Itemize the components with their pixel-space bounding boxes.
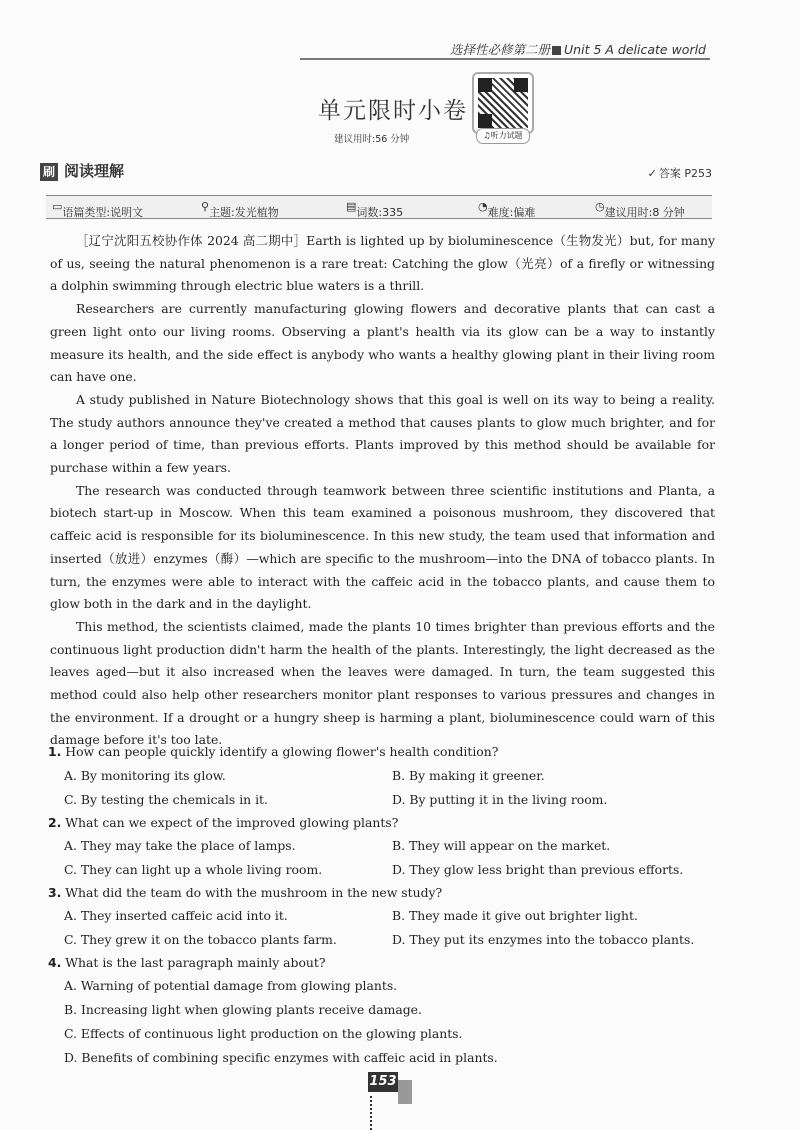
option[interactable]: D. They glow less bright than previous efforts. xyxy=(392,862,684,877)
option[interactable]: A. They inserted caffeic acid into it. xyxy=(64,908,288,923)
time-label: ◷ 建议用时:8 分钟 xyxy=(595,200,685,219)
paragraph-1: ［辽宁沈阳五校协作体 2024 高二期中］Earth is lighted up by bioluminescence（生物发光）but, for many of us, seeing the natural phenomenon is a rare treat: Catching the glow（光亮）of a firefly or witnessing a dolphin swimming through electric blue waters is a thrill. xyxy=(50,233,715,294)
option[interactable]: C. They can light up a whole living room. xyxy=(64,862,323,877)
option[interactable]: B. They made it give out brighter light. xyxy=(392,908,638,923)
check-icon: ✓ xyxy=(647,167,657,180)
header-right: Unit 5 A delicate world xyxy=(564,42,706,57)
header-text xyxy=(450,40,706,58)
option[interactable]: A. They may take the place of lamps. xyxy=(64,838,296,853)
paragraph-3: A study published in Nature Biotechnology shows that this goal is well on its way to being a reality. The study authors announce they've created a method that causes plants to glow much brighter, and for a longer period of time, than previous efforts. Plants improved by this method should be available for purchase within a few years. xyxy=(50,391,715,476)
section-badge: 刷 xyxy=(40,163,58,181)
option[interactable]: A. By monitoring its glow. xyxy=(64,768,226,783)
option[interactable]: D. They put its enzymes into the tobacco plants. xyxy=(392,932,695,947)
header-left: 选择性必修第二册 xyxy=(450,42,551,57)
qr-label-text: 听力试题 xyxy=(490,131,523,140)
dotted-line xyxy=(370,1096,374,1130)
question-4: 4. What is the last paragraph mainly about? xyxy=(48,955,326,970)
page-title: 单元限时小卷 xyxy=(318,98,468,124)
option[interactable]: D. Benefits of combining specific enzymes with caffeic acid in plants. xyxy=(64,1050,498,1065)
square-icon xyxy=(552,46,561,55)
headphone-icon: ♫ xyxy=(483,131,491,140)
page-number-decoration xyxy=(398,1080,412,1104)
qr-label xyxy=(476,128,530,144)
option[interactable]: C. Effects of continuous light production on the glowing plants. xyxy=(64,1026,463,1041)
question-2: 2. What can we expect of the improved glowing plants? xyxy=(48,815,399,830)
option[interactable]: C. They grew it on the tobacco plants farm. xyxy=(64,932,337,947)
section-title: 阅读理解 xyxy=(64,162,125,180)
option[interactable]: B. Increasing light when glowing plants receive damage. xyxy=(64,1002,422,1017)
section-heading xyxy=(40,160,124,181)
option[interactable]: D. By putting it in the living room. xyxy=(392,792,608,807)
qr-code-icon[interactable] xyxy=(472,72,534,134)
question-1: 1. How can people quickly identify a glowing flower's health condition? xyxy=(48,744,499,759)
reading-passage xyxy=(50,230,715,752)
option[interactable]: B. By making it greener. xyxy=(392,768,545,783)
genre-label: ▭ 语篇类型:说明文 xyxy=(52,200,144,219)
option[interactable]: C. By testing the chemicals in it. xyxy=(64,792,268,807)
paragraph-4: The research was conducted through teamwork between three scientific institutions and Planta, a biotech start-up in Moscow. When this team examined a poisonous mushroom, they discovered that caffeic acid is responsible for its bioluminescence. In this new study, the team used that information and inserted（放进）enzymes（酶）—which are specific to the mushroom—into the DNA of tobacco plants. In turn, the enzymes were able to interact with the caffeic acid in the tobacco plants, and cause them to glow both in the dark and in the daylight. xyxy=(50,482,715,612)
paragraph-2: Researchers are currently manufacturing glowing flowers and decorative plants that can cast a green light onto our living rooms. Observing a plant's health via its glow can be a way to instantly measure its health, and the side effect is anybody who wants a healthy glowing plant in their living room can have one. xyxy=(50,301,715,385)
paragraph-5: This method, the scientists claimed, made the plants 10 times brighter than previous efforts and the continuous light production didn't harm the health of the plants. Interestingly, the light decreased as the leaves aged—but it also increased when the leaves were damaged. In turn, the team suggested this method could also help other researchers monitor plant responses to various pressures and changes in the environment. If a drought or a hungry sheep is harming a plant, bioluminescence could warn of this damage before it's too late. xyxy=(50,618,715,748)
option[interactable]: A. Warning of potential damage from glowing plants. xyxy=(64,978,398,993)
topic-label: ⚲ 主题:发光植物 xyxy=(201,200,279,219)
question-3: 3. What did the team do with the mushroom in the new study? xyxy=(48,885,443,900)
page-number: 153 xyxy=(368,1072,398,1092)
difficulty-label: ◔ 难度:偏难 xyxy=(478,200,536,219)
answer-ref-text: 答案 P253 xyxy=(658,167,712,180)
running-header xyxy=(300,36,710,60)
info-bar xyxy=(46,195,712,219)
words-label: ▤ 词数:335 xyxy=(346,200,404,219)
suggested-time: 建议用时:56 分钟 xyxy=(334,134,410,145)
option[interactable]: B. They will appear on the market. xyxy=(392,838,611,853)
answer-reference xyxy=(648,165,712,181)
